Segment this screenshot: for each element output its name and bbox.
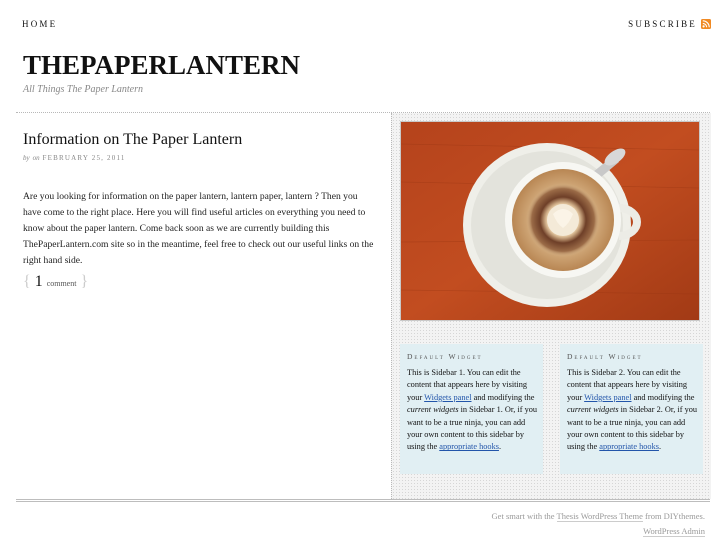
- comment-brace-open: {: [23, 273, 31, 290]
- site-title[interactable]: THEPAPERLANTERN: [23, 50, 301, 80]
- widget-text-intro: This is Sidebar 1. You can edit the content that appears here by visiting your: [407, 368, 528, 402]
- thesis-theme-link[interactable]: Thesis WordPress Theme: [556, 511, 643, 521]
- footer-suffix: from DIYthemes.: [642, 511, 705, 521]
- site-tagline: All Things The Paper Lantern: [23, 84, 144, 95]
- widget-text-mid: and modifying the: [471, 392, 535, 402]
- widget-text-end: .: [498, 442, 502, 452]
- widget-text-mid2: in Sidebar 2. Or, if you want to be a true ninja, you can add your own content to this sidebar by using the: [567, 405, 698, 452]
- cappuccino-image: [401, 122, 699, 320]
- widgets-panel-link[interactable]: Widgets panel: [584, 392, 632, 402]
- widget-text-intro: This is Sidebar 2. You can edit the content that appears here by visiting your: [567, 368, 688, 402]
- sidebar-widget-1: [400, 344, 543, 474]
- widget-text-em: current widgets: [567, 405, 619, 415]
- widget-title: Default Widget: [407, 352, 483, 361]
- widget-text-em: current widgets: [407, 405, 459, 415]
- top-navigation: [0, 0, 727, 50]
- comment-count: 1: [34, 273, 43, 290]
- post-byline: [23, 154, 126, 162]
- sidebar-widget-2: [560, 344, 703, 474]
- widget-text-end: .: [658, 442, 662, 452]
- comment-brace-close: }: [80, 273, 89, 290]
- nav-subscribe-link[interactable]: [628, 19, 711, 29]
- widget-title: Default Widget: [567, 352, 643, 361]
- comment-label: comment: [46, 279, 77, 288]
- appropriate-hooks-link[interactable]: appropriate hooks: [599, 442, 659, 452]
- widget-text: [407, 367, 539, 454]
- footer-divider: [16, 499, 710, 502]
- byline-on: on: [32, 154, 40, 162]
- nav-home-link[interactable]: HOME: [22, 19, 58, 29]
- featured-image-frame: [400, 121, 700, 321]
- widget-text-mid2: in Sidebar 1. Or, if you want to be a true ninja, you can add your own content to this sidebar by using the: [407, 405, 538, 452]
- post-body: Are you looking for information on the paper lantern, lantern paper, lantern ? Then you have come to the right place. Here you will find useful articles on everything you need to know about the paper lantern. Come back soon as we are currently building this ThePaperLantern.com site so in the meantime, feel free to check out our useful links on the right hand side.: [23, 190, 374, 266]
- comment-count-link[interactable]: [23, 273, 88, 291]
- main-content: [16, 113, 390, 499]
- footer-credit: [492, 511, 705, 521]
- widgets-panel-link[interactable]: Widgets panel: [424, 392, 472, 402]
- wordpress-admin-link[interactable]: WordPress Admin: [643, 526, 705, 536]
- footer-prefix: Get smart with the: [491, 511, 557, 521]
- widget-text: [567, 367, 699, 454]
- rss-icon: [701, 19, 711, 29]
- appropriate-hooks-link[interactable]: appropriate hooks: [439, 442, 499, 452]
- post-title-link[interactable]: Information on The Paper Lantern: [23, 131, 243, 148]
- post-date: FEBRUARY 25, 2011: [42, 154, 126, 162]
- byline-by: by: [23, 154, 30, 162]
- widget-text-mid: and modifying the: [631, 392, 695, 402]
- subscribe-label: SUBSCRIBE: [628, 19, 697, 29]
- sidebar: [391, 113, 711, 499]
